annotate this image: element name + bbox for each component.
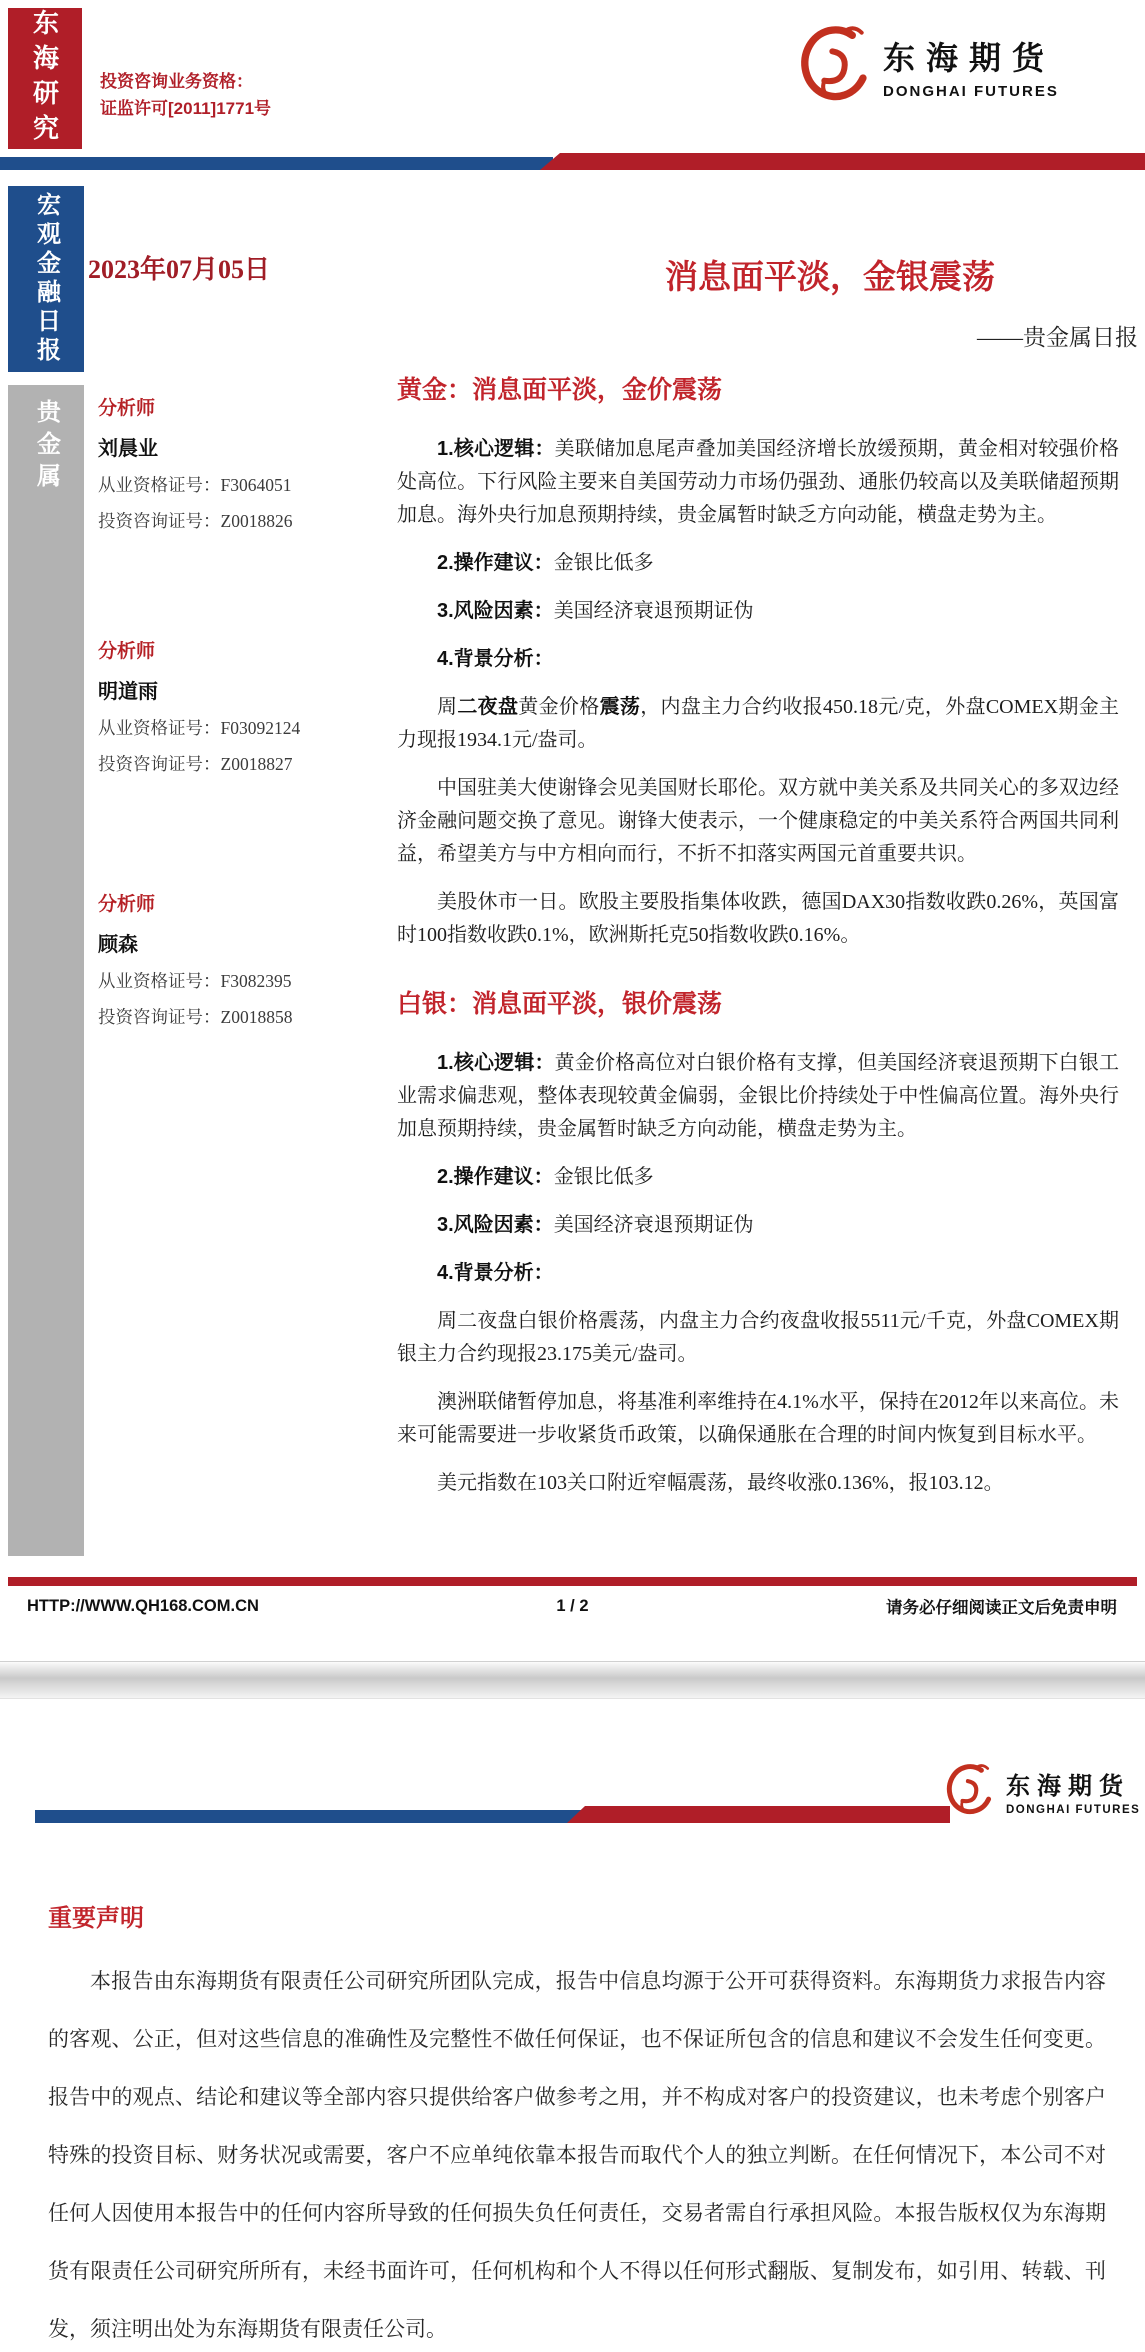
report-date: 2023年07月05日 (88, 255, 271, 284)
report-subtitle: ——贵金属日报 (977, 325, 1138, 350)
section-paragraph: 周二夜盘黄金价格震荡，内盘主力合约收报450.18元/克，外盘COMEX期金主力现报1934.1元/盎司。 (397, 696, 1120, 751)
section-paragraph: 1.核心逻辑：黄金价格高位对白银价格有支撑，但美国经济衰退预期下白银工业需求偏悲观，整体表现较黄金偏弱，金银比价持续处于中性偏高位置。海外央行加息预期持续，贵金属暂时缺乏方向动能，横盘走势为主。 (397, 1052, 1120, 1140)
analyst-cert-number: 从业资格证号：F03092124 (98, 718, 301, 738)
company-logo (791, 22, 1059, 110)
important-notice-heading: 重要声明 (48, 1905, 144, 1932)
analyst-name: 明道雨 (98, 681, 158, 703)
section-paragraph: 周二夜盘白银价格震荡，内盘主力合约夜盘收报5511元/千克，外盘COMEX期银主力合约现报23.175美元/盎司。 (397, 1310, 1119, 1365)
header-bar-blue (0, 157, 553, 170)
research-banner (8, 8, 82, 149)
license-line-1: 投资咨询业务资格： (100, 72, 253, 91)
sidebar-section (8, 385, 84, 1556)
license-line-2: 证监许可[2011]1771号 (100, 99, 272, 119)
analyst-block (98, 393, 348, 533)
analyst-role: 分析师 (98, 641, 156, 662)
footer-bar (8, 1577, 1137, 1586)
section-paragraph: 4.背景分析： (437, 648, 554, 670)
analyst-role: 分析师 (98, 398, 156, 419)
disclaimer-text: 本报告由东海期货有限责任公司研究所团队完成，报告中信息均源于公开可获得资料。东海期货力求报告内容的客观、公正，但对这些信息的准确性及完整性不做任何保证，也不保证所包含的信息和建议不会发生任何变更。报告中的观点、结论和建议等全部内容只提供给客户做参考之用，并不构成对客户的投资建议，也未考虑个别客户特殊的投资目标、财务状况或需要，客户不应单纯依靠本报告而取代个人的独立判断。在任何情况下，本公司不对任何人因使用本报告中的任何内容所导致的任何损失负任何责任，交易者需自行承担风险。本报告版权仅为东海期货有限责任公司研究所所有，未经书面许可，任何机构和个人不得以任何形式翻版、复制发布，如引用、转载、刊发，须注明出处为东海期货有限责任公司。 (48, 1969, 1106, 2341)
section-paragraph: 3.风险因素：美国经济衰退预期证伪 (437, 1214, 754, 1236)
analyst-cert-number: 从业资格证号：F3082395 (98, 971, 292, 991)
footer-row (27, 1594, 1117, 1618)
section-paragraph: 美股休市一日。欧股主要股指集体收跌，德国DAX30指数收跌0.26%，英国富时100指数收跌0.1%，欧洲斯托克50指数收跌0.16%。 (397, 891, 1119, 946)
analyst-advisory-number: 投资咨询证号：Z0018858 (98, 1007, 293, 1027)
section-paragraph: 美元指数在103关口附近窄幅震荡，最终收涨0.136%，报103.12。 (437, 1472, 1004, 1494)
analyst-name: 刘晨业 (98, 438, 158, 460)
analyst-role: 分析师 (98, 894, 156, 915)
page2-bar-red (567, 1806, 950, 1823)
dragon-seal-icon (791, 22, 871, 110)
logo-cn-text: 东海期货 (1006, 1774, 1130, 1800)
page-separator (0, 1661, 1145, 1699)
page2-bar-blue (35, 1810, 583, 1823)
analyst-advisory-number: 投资咨询证号：Z0018827 (98, 754, 293, 774)
logo-en-text: DONGHAI FUTURES (883, 82, 1059, 100)
logo-text (1006, 1766, 1140, 1816)
company-logo-page2 (940, 1760, 1140, 1822)
footer-page-number: 1 / 2 (556, 1596, 589, 1615)
section-paragraph: 1.核心逻辑：美联储加息尾声叠加美国经济增长放缓预期，黄金相对较强价格处高位。下行风险主要来自美国劳动力市场仍强劲、通胀仍较高以及美联储超预期加息。海外央行加息预期持续，贵金属暂时缺乏方向动能，横盘走势为主。 (397, 438, 1120, 526)
section-paragraph: 2.操作建议：金银比低多 (437, 1166, 654, 1188)
section-heading: 黄金：消息面平淡，金价震荡 (397, 376, 723, 404)
research-banner-label: 东海研究 (29, 8, 60, 149)
footer-url[interactable]: HTTP://WWW.QH168.COM.CN (27, 1596, 259, 1615)
section-paragraph: 4.背景分析： (437, 1262, 554, 1284)
report-body (397, 370, 1119, 1500)
logo-cn-text: 东海期货 (883, 39, 1056, 76)
section-paragraph: 3.风险因素：美国经济衰退预期证伪 (437, 600, 754, 622)
analyst-advisory-number: 投资咨询证号：Z0018826 (98, 511, 293, 531)
analyst-cert-number: 从业资格证号：F3064051 (98, 475, 292, 495)
header-bar-red (540, 153, 1145, 170)
footer-disclaimer-notice: 请务必仔细阅读正文后免责申明 (886, 1599, 1117, 1617)
analyst-name: 顾森 (98, 934, 138, 956)
section-paragraph: 2.操作建议：金银比低多 (437, 552, 654, 574)
sidebar-report-type-label: 宏观金融日报 (32, 192, 60, 366)
license-block (100, 68, 271, 122)
section-heading: 白银：消息面平淡，银价震荡 (397, 990, 723, 1018)
section-paragraph: 澳洲联储暂停加息，将基准利率维持在4.1%水平，保持在2012年以来高位。未来可能需要进一步收紧货币政策，以确保通胀在合理的时间内恢复到目标水平。 (397, 1391, 1119, 1446)
logo-text (883, 33, 1059, 100)
report-title: 消息面平淡，金银震荡 (665, 260, 995, 296)
sidebar-section-label: 贵金属 (32, 399, 60, 495)
section-paragraph: 中国驻美大使谢锋会见美国财长耶伦。双方就中美关系及共同关心的多双边经济金融问题交换了意见。谢锋大使表示，一个健康稳定的中美关系符合两国共同利益，希望美方与中方相向而行，不折不扣落实两国元首重要共识。 (397, 777, 1119, 865)
analyst-block (98, 889, 348, 1029)
logo-en-text: DONGHAI FUTURES (1006, 1804, 1141, 1816)
sidebar-report-type (8, 186, 84, 372)
analyst-block (98, 636, 348, 776)
